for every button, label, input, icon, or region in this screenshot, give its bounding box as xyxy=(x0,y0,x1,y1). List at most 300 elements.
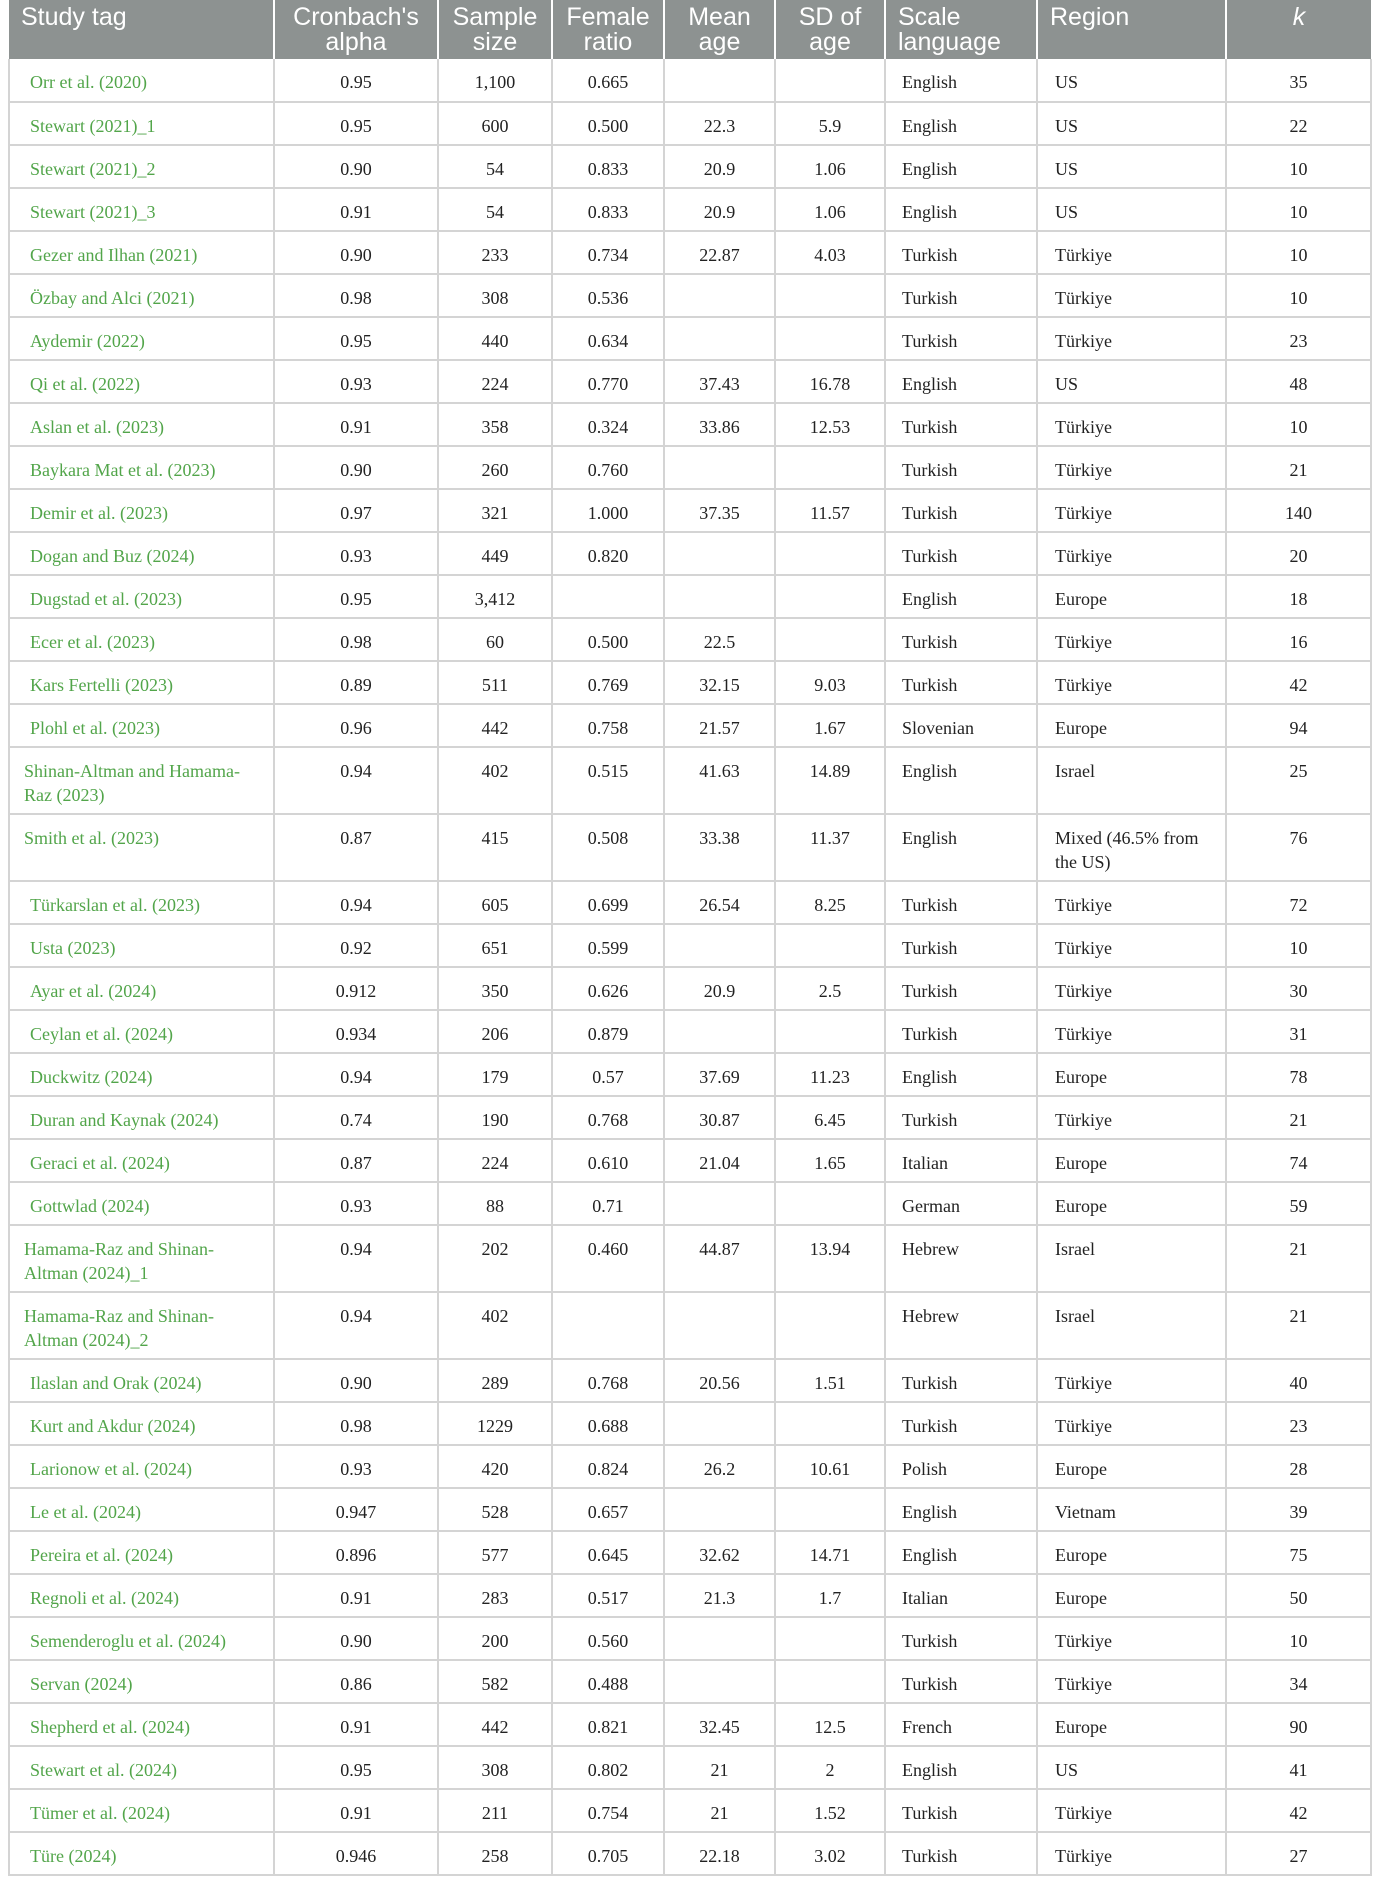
cronbach-alpha-cell: 0.92 xyxy=(274,924,438,967)
scale-language-cell: English xyxy=(885,814,1037,881)
k-cell: 10 xyxy=(1226,1617,1371,1660)
region-cell: US xyxy=(1037,188,1226,231)
k-cell: 76 xyxy=(1226,814,1371,881)
study-tag-link[interactable]: Dogan and Buz (2024) xyxy=(9,532,274,575)
study-tag-link[interactable]: Kurt and Akdur (2024) xyxy=(9,1402,274,1445)
cronbach-alpha-cell: 0.95 xyxy=(274,317,438,360)
region-cell: Vietnam xyxy=(1037,1488,1226,1531)
cronbach-alpha-cell: 0.86 xyxy=(274,1660,438,1703)
k-cell: 22 xyxy=(1226,102,1371,145)
region-cell: Türkiye xyxy=(1037,967,1226,1010)
study-tag-link[interactable]: Gottwlad (2024) xyxy=(9,1182,274,1225)
study-tag-link[interactable]: Stewart et al. (2024) xyxy=(9,1746,274,1789)
sd-age-cell: 1.7 xyxy=(775,1574,885,1617)
cronbach-alpha-cell: 0.93 xyxy=(274,1445,438,1488)
study-tag-link[interactable]: Stewart (2021)_2 xyxy=(9,145,274,188)
female-ratio-cell: 0.560 xyxy=(552,1617,664,1660)
region-cell: Europe xyxy=(1037,1182,1226,1225)
sample-size-cell: 321 xyxy=(438,489,552,532)
table-row xyxy=(9,618,1371,661)
mean-age-cell: 44.87 xyxy=(664,1225,775,1292)
sample-size-cell: 449 xyxy=(438,532,552,575)
scale-language-cell: Turkish xyxy=(885,231,1037,274)
scale-language-cell: Italian xyxy=(885,1139,1037,1182)
region-cell: Europe xyxy=(1037,1531,1226,1574)
table-row xyxy=(9,881,1371,924)
study-tag-link[interactable]: Pereira et al. (2024) xyxy=(9,1531,274,1574)
scale-language-cell: Turkish xyxy=(885,1010,1037,1053)
sample-size-cell: 60 xyxy=(438,618,552,661)
scale-language-cell: Hebrew xyxy=(885,1225,1037,1292)
cronbach-alpha-cell: 0.94 xyxy=(274,1053,438,1096)
female-ratio-cell: 0.536 xyxy=(552,274,664,317)
region-cell: Türkiye xyxy=(1037,1010,1226,1053)
mean-age-cell: 22.5 xyxy=(664,618,775,661)
sd-age-cell xyxy=(775,1617,885,1660)
sd-age-cell xyxy=(775,1660,885,1703)
mean-age-cell: 30.87 xyxy=(664,1096,775,1139)
header-sd-age: SD of age xyxy=(775,0,885,59)
sample-size-cell: 577 xyxy=(438,1531,552,1574)
study-tag-link[interactable]: Hamama-Raz and Shinan-Altman (2024)_2 xyxy=(9,1292,274,1359)
study-tag-link[interactable]: Servan (2024) xyxy=(9,1660,274,1703)
k-cell: 28 xyxy=(1226,1445,1371,1488)
study-tag-link[interactable]: Dugstad et al. (2023) xyxy=(9,575,274,618)
table-row xyxy=(9,1402,1371,1445)
sample-size-cell: 211 xyxy=(438,1789,552,1832)
table-row xyxy=(9,1488,1371,1531)
study-tag-link[interactable]: Geraci et al. (2024) xyxy=(9,1139,274,1182)
cronbach-alpha-cell: 0.87 xyxy=(274,814,438,881)
cronbach-alpha-cell: 0.87 xyxy=(274,1139,438,1182)
mean-age-cell xyxy=(664,59,775,102)
female-ratio-cell: 0.500 xyxy=(552,102,664,145)
cronbach-alpha-cell: 0.95 xyxy=(274,1746,438,1789)
cronbach-alpha-cell: 0.97 xyxy=(274,489,438,532)
sd-age-cell: 2 xyxy=(775,1746,885,1789)
cronbach-alpha-cell: 0.91 xyxy=(274,1574,438,1617)
study-tag-link[interactable]: Türe (2024) xyxy=(9,1832,274,1875)
female-ratio-cell: 1.000 xyxy=(552,489,664,532)
sd-age-cell xyxy=(775,317,885,360)
mean-age-cell xyxy=(664,1402,775,1445)
sd-age-cell xyxy=(775,575,885,618)
sample-size-cell: 420 xyxy=(438,1445,552,1488)
mean-age-cell: 33.86 xyxy=(664,403,775,446)
study-tag-link[interactable]: Özbay and Alci (2021) xyxy=(9,274,274,317)
study-tag-link[interactable]: Orr et al. (2020) xyxy=(9,59,274,102)
female-ratio-cell: 0.665 xyxy=(552,59,664,102)
sample-size-cell: 260 xyxy=(438,446,552,489)
header-scale-language: Scale language xyxy=(885,0,1037,59)
sample-size-cell: 358 xyxy=(438,403,552,446)
cronbach-alpha-cell: 0.947 xyxy=(274,1488,438,1531)
sd-age-cell xyxy=(775,1292,885,1359)
study-tag-link[interactable]: Hamama-Raz and Shinan-Altman (2024)_1 xyxy=(9,1225,274,1292)
female-ratio-cell: 0.71 xyxy=(552,1182,664,1225)
sd-age-cell: 13.94 xyxy=(775,1225,885,1292)
female-ratio-cell: 0.645 xyxy=(552,1531,664,1574)
sd-age-cell: 11.37 xyxy=(775,814,885,881)
female-ratio-cell: 0.758 xyxy=(552,704,664,747)
study-tag-link[interactable]: Demir et al. (2023) xyxy=(9,489,274,532)
mean-age-cell: 22.3 xyxy=(664,102,775,145)
sd-age-cell: 9.03 xyxy=(775,661,885,704)
sd-age-cell: 3.02 xyxy=(775,1832,885,1875)
k-cell: 10 xyxy=(1226,403,1371,446)
female-ratio-cell: 0.833 xyxy=(552,145,664,188)
region-cell: Türkiye xyxy=(1037,881,1226,924)
mean-age-cell xyxy=(664,924,775,967)
study-tag-link[interactable]: Ilaslan and Orak (2024) xyxy=(9,1359,274,1402)
scale-language-cell: English xyxy=(885,1488,1037,1531)
study-tag-link[interactable]: Le et al. (2024) xyxy=(9,1488,274,1531)
sample-size-cell: 440 xyxy=(438,317,552,360)
cronbach-alpha-cell: 0.98 xyxy=(274,274,438,317)
sample-size-cell: 528 xyxy=(438,1488,552,1531)
sd-age-cell: 1.67 xyxy=(775,704,885,747)
sd-age-cell: 16.78 xyxy=(775,360,885,403)
region-cell: Israel xyxy=(1037,747,1226,814)
mean-age-cell: 22.87 xyxy=(664,231,775,274)
study-tag-link[interactable]: Aslan et al. (2023) xyxy=(9,403,274,446)
region-cell: US xyxy=(1037,145,1226,188)
region-cell: Türkiye xyxy=(1037,403,1226,446)
table-row xyxy=(9,747,1371,814)
study-tag-link[interactable]: Ayar et al. (2024) xyxy=(9,967,274,1010)
scale-language-cell: Turkish xyxy=(885,274,1037,317)
k-cell: 10 xyxy=(1226,188,1371,231)
region-cell: Türkiye xyxy=(1037,1832,1226,1875)
female-ratio-cell: 0.770 xyxy=(552,360,664,403)
cronbach-alpha-cell: 0.90 xyxy=(274,446,438,489)
cronbach-alpha-cell: 0.90 xyxy=(274,1359,438,1402)
region-cell: US xyxy=(1037,360,1226,403)
table-row xyxy=(9,704,1371,747)
scale-language-cell: English xyxy=(885,145,1037,188)
scale-language-cell: English xyxy=(885,1746,1037,1789)
table-row xyxy=(9,1789,1371,1832)
scale-language-cell: English xyxy=(885,59,1037,102)
scale-language-cell: Turkish xyxy=(885,924,1037,967)
scale-language-cell: Turkish xyxy=(885,532,1037,575)
region-cell: Türkiye xyxy=(1037,231,1226,274)
sd-age-cell: 1.65 xyxy=(775,1139,885,1182)
scale-language-cell: English xyxy=(885,360,1037,403)
sd-age-cell xyxy=(775,59,885,102)
mean-age-cell: 26.54 xyxy=(664,881,775,924)
sd-age-cell xyxy=(775,532,885,575)
scale-language-cell: Turkish xyxy=(885,403,1037,446)
table-row xyxy=(9,1617,1371,1660)
study-tag-link[interactable]: Regnoli et al. (2024) xyxy=(9,1574,274,1617)
sample-size-cell: 308 xyxy=(438,1746,552,1789)
table-row xyxy=(9,274,1371,317)
scale-language-cell: Turkish xyxy=(885,661,1037,704)
k-cell: 23 xyxy=(1226,1402,1371,1445)
sample-size-cell: 190 xyxy=(438,1096,552,1139)
region-cell: Türkiye xyxy=(1037,1617,1226,1660)
sd-age-cell: 12.53 xyxy=(775,403,885,446)
sample-size-cell: 600 xyxy=(438,102,552,145)
study-tag-link[interactable]: Larionow et al. (2024) xyxy=(9,1445,274,1488)
table-row xyxy=(9,145,1371,188)
k-cell: 42 xyxy=(1226,661,1371,704)
scale-language-cell: Turkish xyxy=(885,489,1037,532)
study-tag-link[interactable]: Aydemir (2022) xyxy=(9,317,274,360)
k-cell: 10 xyxy=(1226,274,1371,317)
scale-language-cell: English xyxy=(885,188,1037,231)
scale-language-cell: Slovenian xyxy=(885,704,1037,747)
sample-size-cell: 511 xyxy=(438,661,552,704)
scale-language-cell: Turkish xyxy=(885,618,1037,661)
sample-size-cell: 202 xyxy=(438,1225,552,1292)
region-cell: US xyxy=(1037,59,1226,102)
k-cell: 35 xyxy=(1226,59,1371,102)
sample-size-cell: 308 xyxy=(438,274,552,317)
female-ratio-cell: 0.705 xyxy=(552,1832,664,1875)
sample-size-cell: 442 xyxy=(438,1703,552,1746)
study-tag-link[interactable]: Ecer et al. (2023) xyxy=(9,618,274,661)
table-row xyxy=(9,1010,1371,1053)
scale-language-cell: Turkish xyxy=(885,1402,1037,1445)
study-tag-link[interactable]: Shinan-Altman and Hamama-Raz (2023) xyxy=(9,747,274,814)
cronbach-alpha-cell: 0.93 xyxy=(274,1182,438,1225)
scale-language-cell: English xyxy=(885,747,1037,814)
cronbach-alpha-cell: 0.89 xyxy=(274,661,438,704)
sd-age-cell xyxy=(775,1488,885,1531)
scale-language-cell: English xyxy=(885,1531,1037,1574)
cronbach-alpha-cell: 0.934 xyxy=(274,1010,438,1053)
region-cell: Europe xyxy=(1037,575,1226,618)
region-cell: Türkiye xyxy=(1037,532,1226,575)
scale-language-cell: Turkish xyxy=(885,446,1037,489)
table-row xyxy=(9,188,1371,231)
scale-language-cell: German xyxy=(885,1182,1037,1225)
region-cell: Europe xyxy=(1037,704,1226,747)
region-cell: Israel xyxy=(1037,1292,1226,1359)
mean-age-cell: 20.56 xyxy=(664,1359,775,1402)
study-tag-link[interactable]: Baykara Mat et al. (2023) xyxy=(9,446,274,489)
study-tag-link[interactable]: Kars Fertelli (2023) xyxy=(9,661,274,704)
mean-age-cell: 32.15 xyxy=(664,661,775,704)
female-ratio-cell: 0.599 xyxy=(552,924,664,967)
scale-language-cell: Turkish xyxy=(885,1096,1037,1139)
header-mean-age: Mean age xyxy=(664,0,775,59)
k-cell: 78 xyxy=(1226,1053,1371,1096)
cronbach-alpha-cell: 0.94 xyxy=(274,1225,438,1292)
sample-size-cell: 1,100 xyxy=(438,59,552,102)
mean-age-cell xyxy=(664,1292,775,1359)
k-cell: 59 xyxy=(1226,1182,1371,1225)
female-ratio-cell: 0.626 xyxy=(552,967,664,1010)
k-cell: 21 xyxy=(1226,1096,1371,1139)
sd-age-cell xyxy=(775,446,885,489)
female-ratio-cell: 0.833 xyxy=(552,188,664,231)
scale-language-cell: Turkish xyxy=(885,881,1037,924)
cronbach-alpha-cell: 0.94 xyxy=(274,881,438,924)
scale-language-cell: Polish xyxy=(885,1445,1037,1488)
cronbach-alpha-cell: 0.94 xyxy=(274,747,438,814)
scale-language-cell: Hebrew xyxy=(885,1292,1037,1359)
region-cell: Türkiye xyxy=(1037,489,1226,532)
k-cell: 21 xyxy=(1226,1225,1371,1292)
sample-size-cell: 3,412 xyxy=(438,575,552,618)
k-cell: 23 xyxy=(1226,317,1371,360)
region-cell: Türkiye xyxy=(1037,1660,1226,1703)
mean-age-cell xyxy=(664,1617,775,1660)
study-tag-link[interactable]: Stewart (2021)_1 xyxy=(9,102,274,145)
female-ratio-cell: 0.500 xyxy=(552,618,664,661)
cronbach-alpha-cell: 0.74 xyxy=(274,1096,438,1139)
mean-age-cell: 21.57 xyxy=(664,704,775,747)
study-tag-link[interactable]: Ceylan et al. (2024) xyxy=(9,1010,274,1053)
female-ratio-cell: 0.460 xyxy=(552,1225,664,1292)
sd-age-cell: 12.5 xyxy=(775,1703,885,1746)
sd-age-cell: 8.25 xyxy=(775,881,885,924)
header-study-tag: Study tag xyxy=(9,0,274,59)
sd-age-cell: 5.9 xyxy=(775,102,885,145)
k-cell: 27 xyxy=(1226,1832,1371,1875)
header-cronbach-alpha: Cronbach's alpha xyxy=(274,0,438,59)
k-cell: 31 xyxy=(1226,1010,1371,1053)
scale-language-cell: Turkish xyxy=(885,1359,1037,1402)
region-cell: Türkiye xyxy=(1037,1402,1226,1445)
cronbach-alpha-cell: 0.91 xyxy=(274,188,438,231)
sample-size-cell: 224 xyxy=(438,1139,552,1182)
study-tag-link[interactable]: Qi et al. (2022) xyxy=(9,360,274,403)
sample-size-cell: 582 xyxy=(438,1660,552,1703)
mean-age-cell xyxy=(664,446,775,489)
female-ratio-cell: 0.699 xyxy=(552,881,664,924)
study-tag-link[interactable]: Stewart (2021)_3 xyxy=(9,188,274,231)
study-tag-link[interactable]: Tümer et al. (2024) xyxy=(9,1789,274,1832)
cronbach-alpha-cell: 0.95 xyxy=(274,59,438,102)
sd-age-cell: 1.52 xyxy=(775,1789,885,1832)
study-tag-link[interactable]: Gezer and Ilhan (2021) xyxy=(9,231,274,274)
header-region: Region xyxy=(1037,0,1226,59)
sd-age-cell xyxy=(775,274,885,317)
mean-age-cell: 33.38 xyxy=(664,814,775,881)
study-tag-link[interactable]: Usta (2023) xyxy=(9,924,274,967)
table-row xyxy=(9,1445,1371,1488)
mean-age-cell: 22.18 xyxy=(664,1832,775,1875)
study-tag-link[interactable]: Duckwitz (2024) xyxy=(9,1053,274,1096)
study-tag-link[interactable]: Semenderoglu et al. (2024) xyxy=(9,1617,274,1660)
region-cell: Türkiye xyxy=(1037,618,1226,661)
cronbach-alpha-cell: 0.91 xyxy=(274,1703,438,1746)
k-cell: 140 xyxy=(1226,489,1371,532)
mean-age-cell: 41.63 xyxy=(664,747,775,814)
sd-age-cell: 11.57 xyxy=(775,489,885,532)
region-cell: Europe xyxy=(1037,1139,1226,1182)
sample-size-cell: 415 xyxy=(438,814,552,881)
k-cell: 39 xyxy=(1226,1488,1371,1531)
region-cell: Mixed (46.5% from the US) xyxy=(1037,814,1226,881)
mean-age-cell: 20.9 xyxy=(664,145,775,188)
female-ratio-cell: 0.879 xyxy=(552,1010,664,1053)
table-row xyxy=(9,1053,1371,1096)
scale-language-cell: Turkish xyxy=(885,1617,1037,1660)
sd-age-cell: 1.06 xyxy=(775,145,885,188)
sample-size-cell: 350 xyxy=(438,967,552,1010)
study-tag-link[interactable]: Smith et al. (2023) xyxy=(9,814,274,881)
sd-age-cell: 1.06 xyxy=(775,188,885,231)
scale-language-cell: Turkish xyxy=(885,317,1037,360)
female-ratio-cell xyxy=(552,575,664,618)
cronbach-alpha-cell: 0.94 xyxy=(274,1292,438,1359)
cronbach-alpha-cell: 0.896 xyxy=(274,1531,438,1574)
k-cell: 10 xyxy=(1226,231,1371,274)
table-row xyxy=(9,231,1371,274)
female-ratio-cell: 0.515 xyxy=(552,747,664,814)
scale-language-cell: English xyxy=(885,575,1037,618)
study-tag-link[interactable]: Türkarslan et al. (2023) xyxy=(9,881,274,924)
table-row xyxy=(9,1359,1371,1402)
table-row xyxy=(9,1139,1371,1182)
mean-age-cell: 20.9 xyxy=(664,967,775,1010)
region-cell: Türkiye xyxy=(1037,661,1226,704)
female-ratio-cell: 0.768 xyxy=(552,1359,664,1402)
sample-size-cell: 442 xyxy=(438,704,552,747)
studies-table xyxy=(8,0,1372,1876)
study-tag-link[interactable]: Duran and Kaynak (2024) xyxy=(9,1096,274,1139)
table-row xyxy=(9,1182,1371,1225)
region-cell: Europe xyxy=(1037,1445,1226,1488)
sample-size-cell: 200 xyxy=(438,1617,552,1660)
female-ratio-cell: 0.57 xyxy=(552,1053,664,1096)
sd-age-cell: 1.51 xyxy=(775,1359,885,1402)
k-cell: 90 xyxy=(1226,1703,1371,1746)
table-row xyxy=(9,446,1371,489)
region-cell: Europe xyxy=(1037,1053,1226,1096)
sample-size-cell: 54 xyxy=(438,145,552,188)
mean-age-cell: 21.3 xyxy=(664,1574,775,1617)
mean-age-cell: 20.9 xyxy=(664,188,775,231)
table-row xyxy=(9,317,1371,360)
k-cell: 20 xyxy=(1226,532,1371,575)
mean-age-cell: 37.43 xyxy=(664,360,775,403)
female-ratio-cell: 0.517 xyxy=(552,1574,664,1617)
table-row xyxy=(9,59,1371,102)
k-cell: 30 xyxy=(1226,967,1371,1010)
k-cell: 40 xyxy=(1226,1359,1371,1402)
table-row xyxy=(9,1832,1371,1875)
study-tag-link[interactable]: Plohl et al. (2023) xyxy=(9,704,274,747)
scale-language-cell: Italian xyxy=(885,1574,1037,1617)
header-k: k xyxy=(1226,0,1371,59)
mean-age-cell: 32.62 xyxy=(664,1531,775,1574)
female-ratio-cell: 0.769 xyxy=(552,661,664,704)
mean-age-cell: 32.45 xyxy=(664,1703,775,1746)
cronbach-alpha-cell: 0.946 xyxy=(274,1832,438,1875)
scale-language-cell: French xyxy=(885,1703,1037,1746)
table-row xyxy=(9,575,1371,618)
cronbach-alpha-cell: 0.912 xyxy=(274,967,438,1010)
female-ratio-cell: 0.734 xyxy=(552,231,664,274)
study-tag-link[interactable]: Shepherd et al. (2024) xyxy=(9,1703,274,1746)
cronbach-alpha-cell: 0.90 xyxy=(274,1617,438,1660)
header-female-ratio: Female ratio xyxy=(552,0,664,59)
scale-language-cell: Turkish xyxy=(885,967,1037,1010)
region-cell: Türkiye xyxy=(1037,1359,1226,1402)
table-row xyxy=(9,661,1371,704)
cronbach-alpha-cell: 0.93 xyxy=(274,360,438,403)
table-row xyxy=(9,814,1371,881)
header-row xyxy=(9,0,1371,59)
sample-size-cell: 54 xyxy=(438,188,552,231)
female-ratio-cell: 0.688 xyxy=(552,1402,664,1445)
